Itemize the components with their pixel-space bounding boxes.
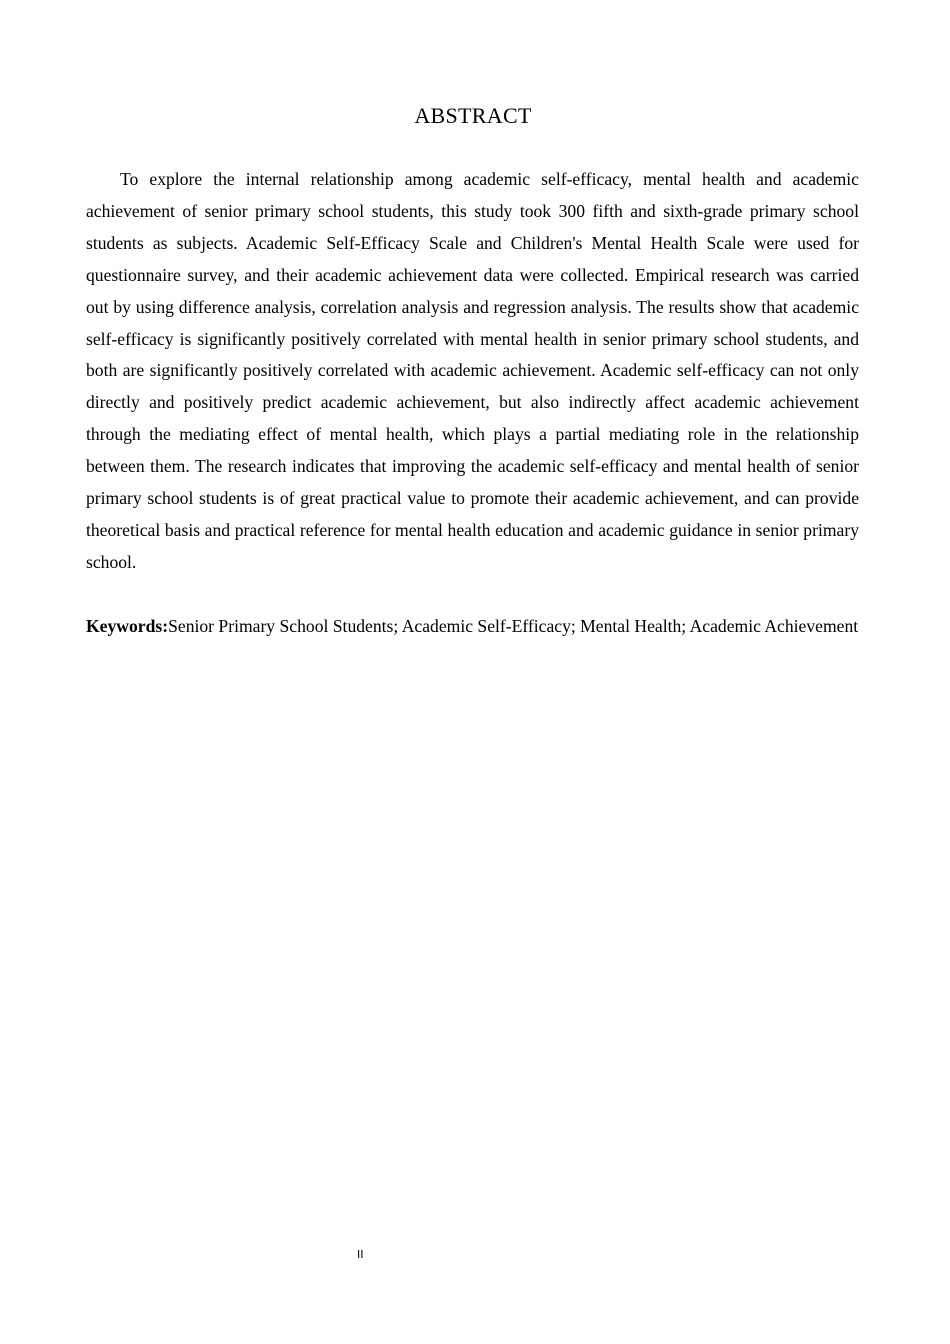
- keywords-line: [86, 611, 859, 643]
- page-number: II: [357, 1248, 364, 1261]
- abstract-title: ABSTRACT: [414, 103, 532, 128]
- keywords-list: Senior Primary School Students; Academic Self-Efficacy; Mental Health; Academic Achievement: [168, 616, 859, 636]
- abstract-paragraph: To explore the internal relationship among academic self-efficacy, mental health and academic achievement of senior primary school students, this study took 300 fifth and sixth-grade primary school students as subjects. Academic Self-Efficacy Scale and Children's Mental Health Scale were used for questionnaire survey, and their academic achievement data were collected. Empirical research was carried out by using difference analysis, correlation analysis and regression analysis. The results show that academic self-efficacy is significantly positively correlated with mental health in senior primary school students, and both are significantly positively correlated with academic achievement. Academic self-efficacy can not only directly and positively predict academic achievement, but also indirectly affect academic achievement through the mediating effect of mental health, which plays a partial mediating role in the relationship between them. The research indicates that improving the academic self-efficacy and mental health of senior primary school students is of great practical value to promote their academic achievement, and can provide theoretical basis and practical reference for mental health education and academic guidance in senior primary school.: [86, 169, 859, 572]
- keywords-label: Keywords:: [86, 616, 169, 636]
